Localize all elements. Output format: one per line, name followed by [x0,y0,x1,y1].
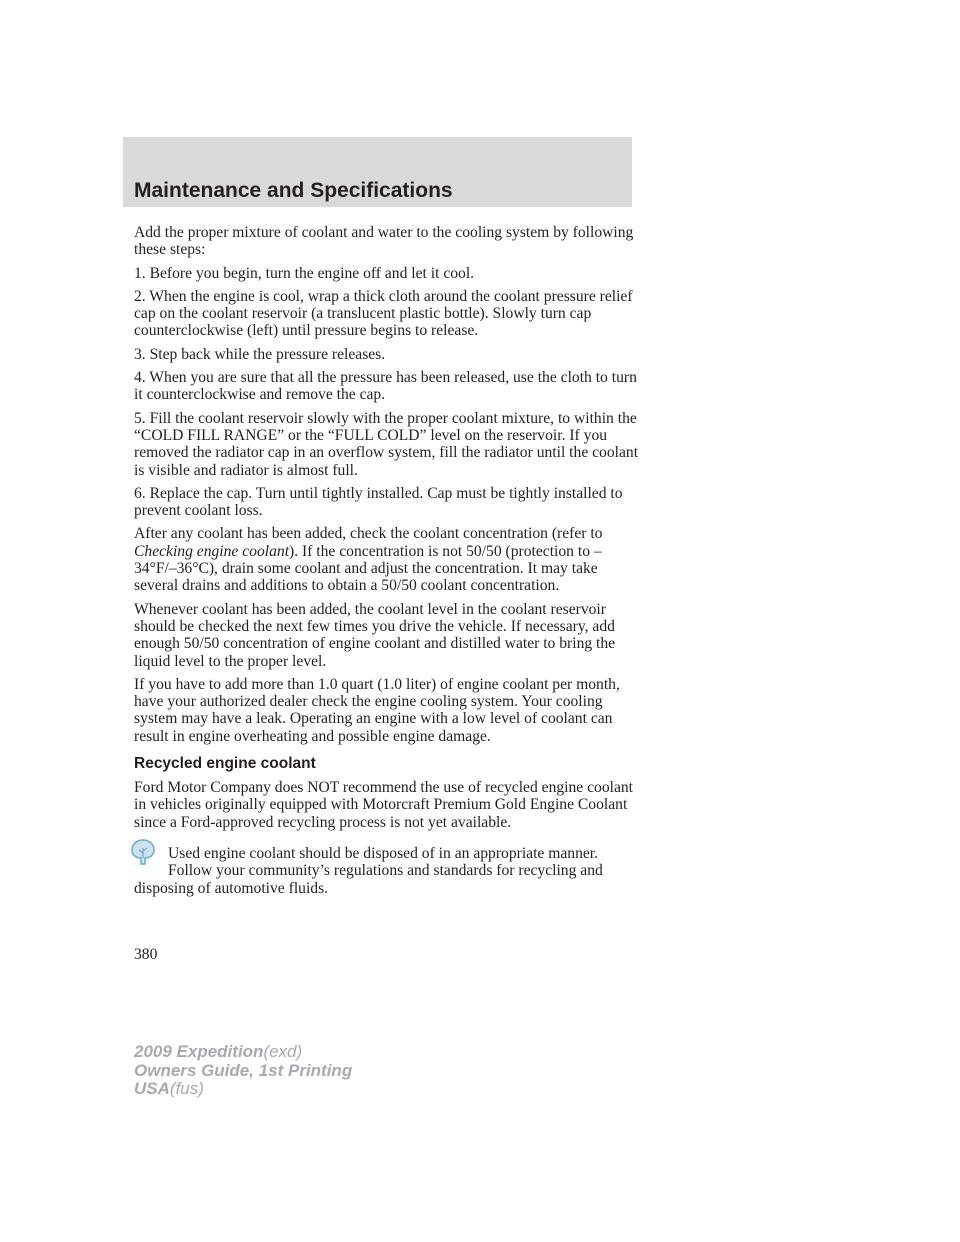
more-than-paragraph: If you have to add more than 1.0 quart (1.0 liter) of engine coolant per month, have your authorized dealer check the engine cooling system. Your cooling system may have a leak. Operating an engine with a low level of coolant can result in engine overheating and possible engine damage. [134,675,620,745]
whenever-paragraph: Whenever coolant has been added, the coolant level in the coolant reservoir should be checked the next few times you drive the vehicle. If necessary, add enough 50/50 concentration of engine coolant and distilled water to bring the liquid level to the proper level. [134,600,616,670]
recycled-coolant-paragraph: Ford Motor Company does NOT recommend the use of recycled engine coolant in vehicles originally equipped with Motorcraft Premium Gold Engine Coolant since a Ford-approved recycling process is not yet available. [134,779,634,831]
cross-reference-link: Checking engine coolant [134,542,290,560]
step-2: 2. When the engine is cool, wrap a thick cloth around the coolant pressure relief cap on the coolant reservoir (a translucent plastic bottle). Slowly turn cap counterclockwise (left) until pressure begins to release. [134,287,633,340]
environment-tree-icon [130,839,156,865]
section-title: Maintenance and Specifications [134,179,453,202]
footer-market: USA [134,1079,170,1098]
step-1: 1. Before you begin, turn the engine off and let it cool. [134,264,475,282]
step-4: 4. When you are sure that all the pressure has been released, use the cloth to turn it counterclockwise and remove the cap. [134,369,637,404]
after-added-paragraph [134,525,644,594]
step-6: 6. Replace the cap. Turn until tightly installed. Cap must be tightly installed to prevent coolant loss. [134,484,623,520]
page-number: 380 [134,946,158,963]
section-header-band [123,137,632,207]
footer-line-3 [134,1080,352,1099]
recycled-coolant-heading: Recycled engine coolant [134,755,316,773]
footer-line-1 [134,1043,352,1062]
after-added-text-cont: ). If the concentration is not 50/50 (protection to –34°F/–36°C), drain some coolant and adjust the concentration. It may take several drains and additions to obtain a 50/50 coolant concentration. [134,542,602,595]
footer-market-code: (fus) [169,1079,204,1098]
footer-line-2: Owners Guide, 1st Printing [134,1060,353,1080]
after-added-text: After any coolant has been added, check the coolant concentration (refer to [134,525,603,543]
footer-model-code: (exd) [263,1042,303,1061]
step-3: 3. Step back while the pressure releases. [134,345,386,363]
environment-note [134,845,644,897]
document-footer [134,1043,352,1099]
footer-model: 2009 Expedition [134,1042,264,1061]
step-5: 5. Fill the coolant reservoir slowly with the proper coolant mixture, to within the “COLD FILL RANGE” or the “FULL COLD” level on the reservoir. If you removed the radiator cap in an overflow system, fill the radiator until the coolant is visible and radiator is almost full. [134,409,639,479]
intro-paragraph: Add the proper mixture of coolant and water to the cooling system by following these steps: [134,224,634,259]
page-body [134,224,644,903]
environment-note-text: Used engine coolant should be disposed of in an appropriate manner. Follow your community’s regulations and standards for recycling and disposing of automotive fluids. [134,844,603,897]
